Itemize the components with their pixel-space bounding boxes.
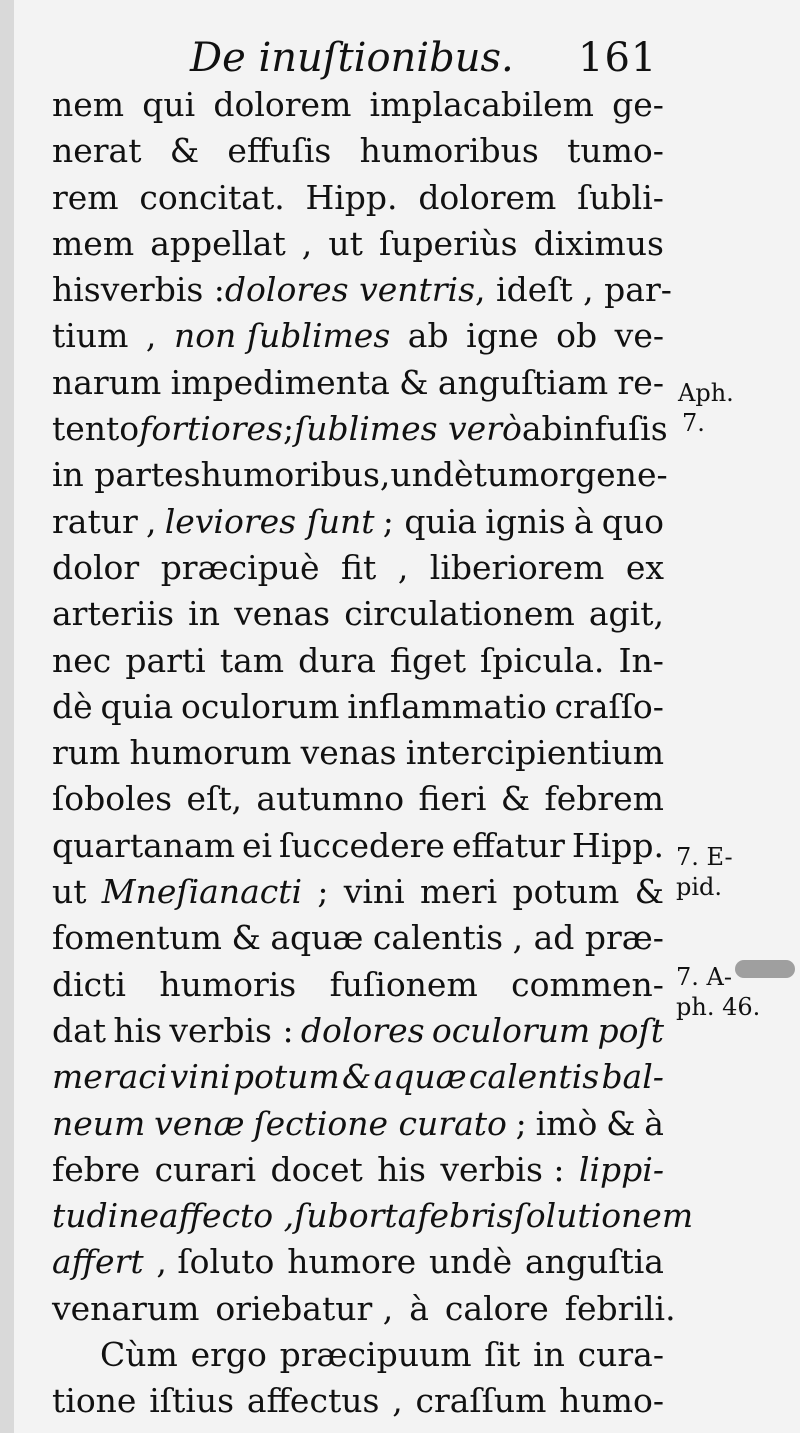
italic-word: leviores ſunt <box>164 501 375 541</box>
word: narum <box>52 362 162 402</box>
margin-notes <box>672 0 800 1433</box>
text-line <box>52 730 664 776</box>
word: fomentum <box>52 918 222 958</box>
word: concitat. <box>139 177 285 217</box>
word: craſſo- <box>554 686 664 726</box>
word: ; <box>282 409 295 449</box>
italic-word: affert <box>52 1242 144 1282</box>
italic-word: ſolutionem <box>513 1196 694 1236</box>
word: , ſoluto <box>156 1242 275 1282</box>
text-line <box>52 823 664 869</box>
italic-word: dolores ventris <box>224 270 476 310</box>
italic-word: potum <box>232 1057 340 1097</box>
word: calentis <box>372 918 504 958</box>
word: ge- <box>612 85 664 124</box>
word: ; <box>515 1103 527 1143</box>
word: ratur <box>52 501 138 541</box>
word: implacabilem <box>369 85 594 124</box>
word: , <box>397 547 409 587</box>
text-line <box>52 684 664 730</box>
text-line <box>52 360 664 406</box>
word: à <box>409 1288 429 1328</box>
word: & <box>634 872 664 912</box>
word: appellat <box>150 223 286 263</box>
word: tumo- <box>567 131 664 171</box>
text-line <box>52 1239 664 1285</box>
italic-word: calentis <box>468 1057 600 1097</box>
word: affectus <box>246 1381 380 1421</box>
word: febre <box>52 1149 141 1189</box>
word: , <box>145 501 157 541</box>
word: fieri <box>418 779 487 819</box>
italic-word: ſublimes verò <box>294 409 522 449</box>
italic-word: lippi- <box>578 1149 664 1189</box>
word: ſoboles <box>52 779 173 819</box>
word: effatur <box>451 825 565 865</box>
italic-word: Mneſianacti <box>101 872 303 912</box>
word: potum <box>512 872 620 912</box>
italic-word: venæ <box>154 1103 245 1143</box>
word: figet <box>390 640 466 680</box>
text-line <box>52 175 664 221</box>
italic-word: affecto , <box>158 1196 295 1236</box>
word: , <box>145 316 157 356</box>
text-line <box>52 452 668 498</box>
word: diximus <box>533 223 664 263</box>
word: ex <box>625 547 664 587</box>
word: venas <box>300 733 397 773</box>
text-line <box>52 313 664 359</box>
word: à <box>644 1103 664 1143</box>
word: circulationem <box>344 594 575 634</box>
word: eſt, <box>186 779 242 819</box>
word: dolor <box>52 547 140 587</box>
italic-word: non ſublimes <box>173 316 391 356</box>
word: ſpicula. <box>480 640 605 680</box>
text-line <box>52 499 664 545</box>
italic-word: dolores <box>300 1010 425 1050</box>
word: , ideſt , par- <box>475 270 672 310</box>
word: humo- <box>559 1381 664 1421</box>
word: in partes <box>52 455 201 495</box>
word: tione <box>52 1381 137 1421</box>
word: febrili. <box>564 1288 676 1328</box>
word: curari <box>154 1149 257 1189</box>
word: & <box>231 918 261 958</box>
word: dicti <box>52 964 126 1004</box>
text-line <box>52 869 664 915</box>
word: iſtius <box>149 1381 235 1421</box>
word: febrem <box>544 779 664 819</box>
text-line <box>52 267 672 313</box>
word: humoribus,undè <box>200 455 474 495</box>
italic-word: febris <box>417 1196 514 1236</box>
word: cura- <box>577 1335 664 1375</box>
margin-note-aph <box>678 378 734 438</box>
word: quo <box>601 501 664 541</box>
italic-word: neum <box>52 1103 146 1143</box>
word: his <box>52 270 101 310</box>
word: re- <box>617 362 664 402</box>
word: aquæ <box>270 918 364 958</box>
word: imò <box>535 1103 598 1143</box>
ink-smudge <box>735 960 795 978</box>
word: nec <box>52 640 112 680</box>
margin-note-line: 7. <box>682 409 705 437</box>
text-line <box>52 962 664 1008</box>
word: intercipientium <box>405 733 664 773</box>
word: tumor <box>473 455 576 495</box>
italic-word: oculorum <box>431 1010 591 1050</box>
word: , ad præ- <box>512 918 664 958</box>
word: in <box>188 594 220 634</box>
word: ab <box>521 409 563 449</box>
word: his <box>113 1010 163 1050</box>
text-line <box>52 545 664 591</box>
text-line <box>52 1193 694 1239</box>
body-text <box>52 82 694 1425</box>
word: præcipuum <box>279 1335 472 1375</box>
word: ; quia <box>382 501 477 541</box>
word: Hipp. <box>305 177 398 217</box>
word: verbis : <box>169 1010 294 1050</box>
text-line <box>52 1054 664 1100</box>
word: calore <box>444 1288 549 1328</box>
italic-word: poſt <box>597 1010 664 1050</box>
word: & <box>399 362 429 402</box>
word: à <box>573 501 594 541</box>
word: Hipp. <box>571 825 664 865</box>
italic-word: bal- <box>601 1057 664 1097</box>
word: verbis : <box>100 270 225 310</box>
italic-word: vini <box>169 1057 231 1097</box>
word: commen- <box>511 964 664 1004</box>
word: humore <box>287 1242 417 1282</box>
word: ſit <box>484 1335 521 1375</box>
word: impedimenta <box>170 362 390 402</box>
word: ob <box>556 316 598 356</box>
word: venas <box>234 594 331 634</box>
word: , <box>301 223 313 263</box>
word: ab <box>407 316 449 356</box>
word: ; <box>317 872 329 912</box>
word: ſubli- <box>577 177 664 217</box>
page-gutter-edge <box>0 0 14 1433</box>
running-header <box>160 30 680 86</box>
text-line <box>52 1147 664 1193</box>
word: quia <box>100 686 174 726</box>
word: anguſtia <box>524 1242 664 1282</box>
word: ſuccedere <box>279 825 445 865</box>
word: ut <box>328 223 363 263</box>
italic-word: tudine <box>52 1196 159 1236</box>
italic-word: aquæ <box>373 1057 467 1097</box>
word: rum <box>52 733 121 773</box>
word: nem <box>52 85 125 124</box>
word: & <box>606 1103 636 1143</box>
text-line <box>52 1286 676 1332</box>
word: agit, <box>588 594 664 634</box>
word: igne <box>466 316 539 356</box>
text-line <box>52 1332 664 1378</box>
word: quartanam <box>52 825 235 865</box>
word: nerat <box>52 131 142 171</box>
word: humoribus <box>359 131 539 171</box>
word: ignis <box>485 501 566 541</box>
word: dolorem <box>213 85 352 124</box>
word: anguſtiam <box>437 362 609 402</box>
word: oculorum <box>181 686 340 726</box>
text-line <box>52 406 668 452</box>
text-line <box>52 776 664 822</box>
italic-word: & <box>341 1057 372 1097</box>
word: ſuperiùs <box>378 223 518 263</box>
word: mem <box>52 223 135 263</box>
text-line <box>52 638 664 684</box>
italic-word: meraci <box>52 1057 168 1097</box>
text-line <box>52 591 664 637</box>
text-line <box>52 82 664 128</box>
word: autumno <box>256 779 405 819</box>
word: oriebatur , <box>215 1288 394 1328</box>
word: fit <box>341 547 377 587</box>
italic-word: ſuborta <box>294 1196 418 1236</box>
word: his <box>377 1149 426 1189</box>
word: præcipuè <box>160 547 320 587</box>
margin-note-line: ph. 46. <box>676 993 761 1021</box>
italic-word: ſectione curato <box>253 1103 507 1143</box>
word: ut <box>52 872 87 912</box>
word: arteriis <box>52 594 175 634</box>
word: in <box>533 1335 565 1375</box>
running-title: De inuſtionibus. <box>190 35 514 81</box>
word: tam <box>219 640 285 680</box>
word: ei <box>241 825 273 865</box>
word: tium <box>52 316 129 356</box>
word: qui <box>142 85 196 124</box>
text-line <box>52 221 664 267</box>
italic-word: fortiores <box>139 409 283 449</box>
word: effuſis <box>227 131 332 171</box>
margin-note-epid <box>676 842 733 902</box>
word: ve- <box>614 316 664 356</box>
margin-note-line: 7. A- <box>676 963 732 991</box>
word: craſſum <box>415 1381 547 1421</box>
word: humoris <box>159 964 297 1004</box>
text-line <box>52 1101 664 1147</box>
word: & <box>169 131 200 171</box>
word: inflammatio <box>347 686 547 726</box>
word: vini <box>343 872 405 912</box>
word: undè <box>429 1242 513 1282</box>
word: In- <box>618 640 664 680</box>
text-line <box>52 1378 664 1424</box>
word: dura <box>298 640 376 680</box>
word: dat <box>52 1010 107 1050</box>
word: gene- <box>575 455 668 495</box>
word: humorum <box>129 733 292 773</box>
word: , <box>392 1381 403 1421</box>
word: tento <box>52 409 140 449</box>
word: rem <box>52 177 119 217</box>
text-line <box>52 915 664 961</box>
page-number: 161 <box>578 35 658 81</box>
word: ergo <box>190 1335 267 1375</box>
margin-note-line: Aph. <box>678 379 734 407</box>
word: verbis : <box>440 1149 565 1189</box>
text-line <box>52 1008 664 1054</box>
word: dè <box>52 686 93 726</box>
word: venarum <box>52 1288 200 1328</box>
word: docet <box>270 1149 363 1189</box>
word: liberiorem <box>429 547 605 587</box>
word: Cùm <box>100 1335 178 1375</box>
word: parti <box>125 640 206 680</box>
word: dolorem <box>418 177 557 217</box>
margin-note-line: pid. <box>676 873 723 901</box>
text-line <box>52 128 664 174</box>
word: fuſionem <box>329 964 478 1004</box>
word: & <box>500 779 531 819</box>
margin-note-line: 7. E- <box>676 843 733 871</box>
word: meri <box>420 872 498 912</box>
word: infuſis <box>562 409 668 449</box>
